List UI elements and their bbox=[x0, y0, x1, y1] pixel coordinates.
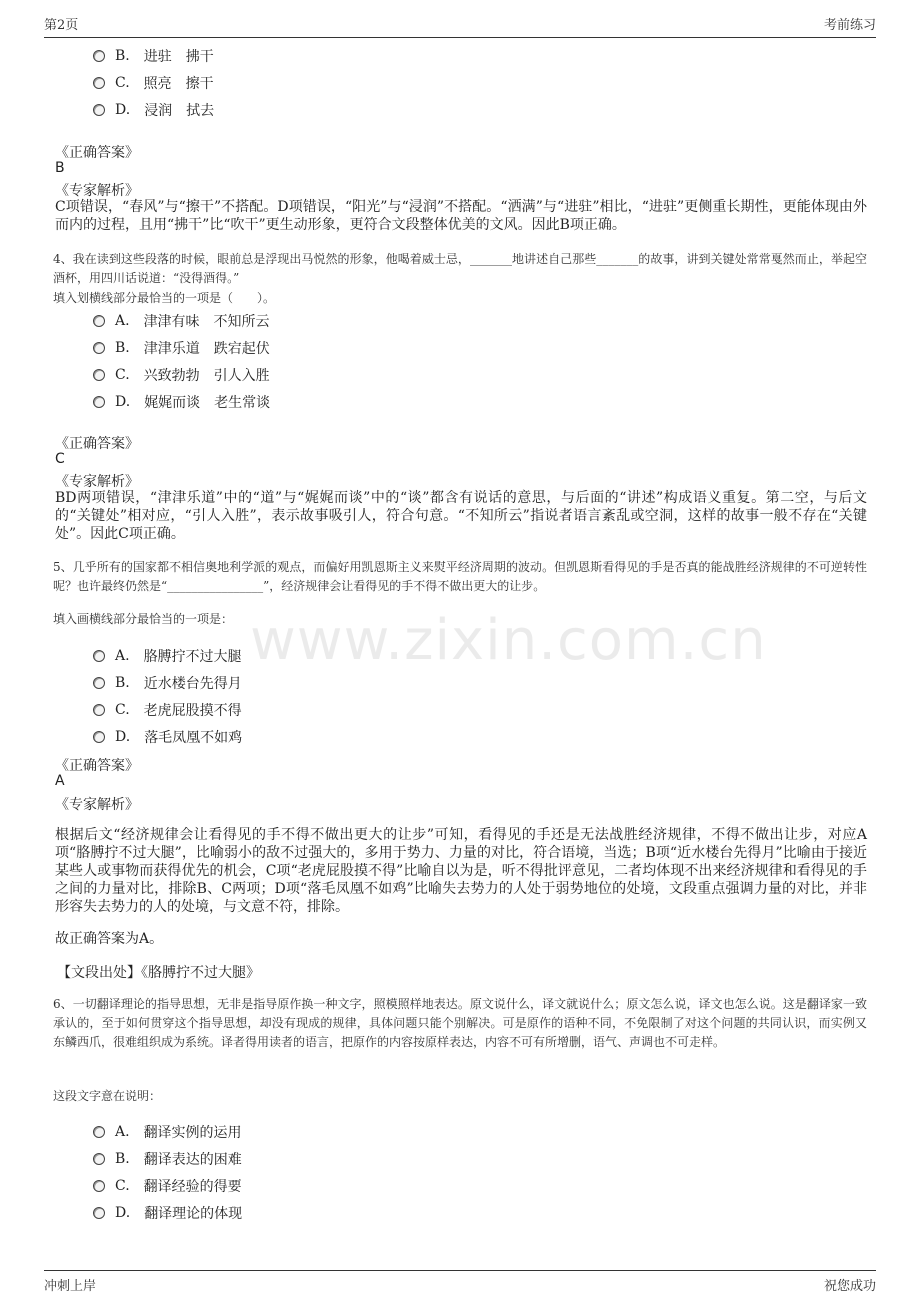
source-note: 【文段出处】《胳膊拧不过大腿》 bbox=[57, 965, 260, 981]
radio-icon[interactable] bbox=[93, 1180, 105, 1192]
answer-label: 《正确答案》 bbox=[55, 436, 139, 452]
option-q3-d[interactable]: D. 浸润 拭去 bbox=[93, 100, 214, 120]
radio-icon[interactable] bbox=[93, 704, 105, 716]
option-q6-d[interactable]: D. 翻译理论的体现 bbox=[93, 1203, 242, 1223]
question-prompt: 填入画横线部分最恰当的一项是： bbox=[53, 612, 234, 626]
radio-icon[interactable] bbox=[93, 342, 105, 354]
option-q4-b[interactable]: B. 津津乐道 跌宕起伏 bbox=[93, 338, 270, 358]
option-q5-d[interactable]: D. 落毛凤凰不如鸡 bbox=[93, 727, 242, 747]
analysis-text: C项错误，“春风”与“擦干”不搭配。D项错误，“阳光”与“浸润”不搭配。“洒满”与“进驻”相比，“进驻”更侧重长期性，更能体现由外而内的过程，且用“拂干”比“吹干”更生动形象，更符合文段整体优美的文风。因此B项正确。 bbox=[55, 199, 867, 233]
option-q6-c[interactable]: C. 翻译经验的得要 bbox=[93, 1176, 242, 1196]
option-q4-a[interactable]: A. 津津有味 不知所云 bbox=[93, 311, 270, 331]
option-q4-d[interactable]: D. 娓娓而谈 老生常谈 bbox=[93, 392, 270, 412]
radio-icon[interactable] bbox=[93, 731, 105, 743]
option-q3-c[interactable]: C. 照亮 擦干 bbox=[93, 73, 214, 93]
question-stem: 4、我在读到这些段落的时候，眼前总是浮现出马悦然的形象，他喝着威士忌，_______地讲述自己那些_______的故事，讲到关键处常常戛然而止，举起空酒杯，用四川话说道：“没得酒得。” bbox=[53, 252, 867, 285]
question-prompt: 填入划横线部分最恰当的一项是（ ）。 bbox=[53, 291, 276, 305]
option-q4-c[interactable]: C. 兴致勃勃 引人入胜 bbox=[93, 365, 270, 385]
conclusion-text: 故正确答案为A。 bbox=[55, 931, 164, 947]
radio-icon[interactable] bbox=[93, 1207, 105, 1219]
option-q5-c[interactable]: C. 老虎屁股摸不得 bbox=[93, 700, 242, 720]
footer-left: 冲刺上岸 bbox=[44, 1279, 97, 1294]
radio-icon[interactable] bbox=[93, 1153, 105, 1165]
analysis-label: 《专家解析》 bbox=[55, 797, 139, 813]
header-title: 考前练习 bbox=[823, 18, 876, 33]
analysis-text: BD两项错误，“津津乐道”中的“道”与“娓娓而谈”中的“谈”都含有说话的意思，与后面的“讲述”构成语义重复。第二空，与后文的“关键处”相对应，“引人入胜”，表示故事吸引人，符合句意。“不知所云”指说者语言紊乱或空洞，这样的故事一般不存在“关键处”。因此C项正确。 bbox=[55, 490, 867, 542]
page-footer bbox=[44, 1270, 876, 1294]
analysis-text: 根据后文“经济规律会让看得见的手不得不做出更大的让步”可知，看得见的手还是无法战胜经济规律，不得不做出让步，对应A项“胳膊拧不过大腿”，比喻弱小的敌不过强大的，多用于势力、力量的对比，符合语境，当选；B项“近水楼台先得月”比喻由于接近某些人或事物而获得优先的机会，C项“老虎屁股摸不得”比喻自以为是，听不得批评意见，二者均体现不出来经济规律和看得见的手之间的力量对比，排除B、C两项；D项“落毛凤凰不如鸡”比喻失去势力的人处于弱势地位的处境，文段重点强调力量的对比，并非形容失去势力的人的处境，与文意不符，排除。 bbox=[55, 827, 867, 915]
radio-icon[interactable] bbox=[93, 650, 105, 662]
radio-icon[interactable] bbox=[93, 677, 105, 689]
radio-icon[interactable] bbox=[93, 1126, 105, 1138]
option-q3-b[interactable]: B. 进驻 拂干 bbox=[93, 46, 214, 66]
analysis-label: 《专家解析》 bbox=[55, 183, 139, 199]
option-q5-a[interactable]: A. 胳膊拧不过大腿 bbox=[93, 646, 242, 666]
answer-label: 《正确答案》 bbox=[55, 145, 139, 161]
watermark: www.zixin.com.cn bbox=[250, 608, 767, 673]
option-q6-b[interactable]: B. 翻译表达的困难 bbox=[93, 1149, 242, 1169]
question-stem: 6、一切翻译理论的指导思想，无非是指导原作换一种文字，照模照样地表达。原文说什么，译文就说什么；原文怎么说，译文也怎么说。这是翻译家一致承认的，至于如何贯穿这个指导思想，却没有现成的规律，具体问题只能个别解决。可是原作的语种不同，不免限制了对这个问题的共同认识，而实例又东鳞西爪，很难组织成为系统。译者得用读者的语言，把原作的内容按原样表达，内容不可有所增删，语气、声调也不可走样。 bbox=[53, 997, 867, 1049]
page-header bbox=[44, 14, 876, 38]
answer-label: 《正确答案》 bbox=[55, 758, 139, 774]
question-stem: 5、几乎所有的国家都不相信奥地利学派的观点，而偏好用凯恩斯主义来熨平经济周期的波动。但凯恩斯看得见的手是否真的能战胜经济规律的不可逆转性呢？也许最终仍然是“________________”，经济规律会让看得见的手不得不做出更大的让步。 bbox=[53, 560, 867, 593]
radio-icon[interactable] bbox=[93, 50, 105, 62]
page-number: 第2页 bbox=[44, 18, 79, 33]
radio-icon[interactable] bbox=[93, 104, 105, 116]
answer-value: A bbox=[55, 773, 65, 789]
analysis-label: 《专家解析》 bbox=[55, 474, 139, 490]
question-prompt: 这段文字意在说明： bbox=[53, 1089, 162, 1103]
radio-icon[interactable] bbox=[93, 369, 105, 381]
answer-value: B bbox=[55, 160, 65, 176]
radio-icon[interactable] bbox=[93, 315, 105, 327]
radio-icon[interactable] bbox=[93, 396, 105, 408]
radio-icon[interactable] bbox=[93, 77, 105, 89]
answer-value: C bbox=[55, 451, 65, 467]
option-q5-b[interactable]: B. 近水楼台先得月 bbox=[93, 673, 242, 693]
option-q6-a[interactable]: A. 翻译实例的运用 bbox=[93, 1122, 242, 1142]
footer-right: 祝您成功 bbox=[823, 1279, 876, 1294]
